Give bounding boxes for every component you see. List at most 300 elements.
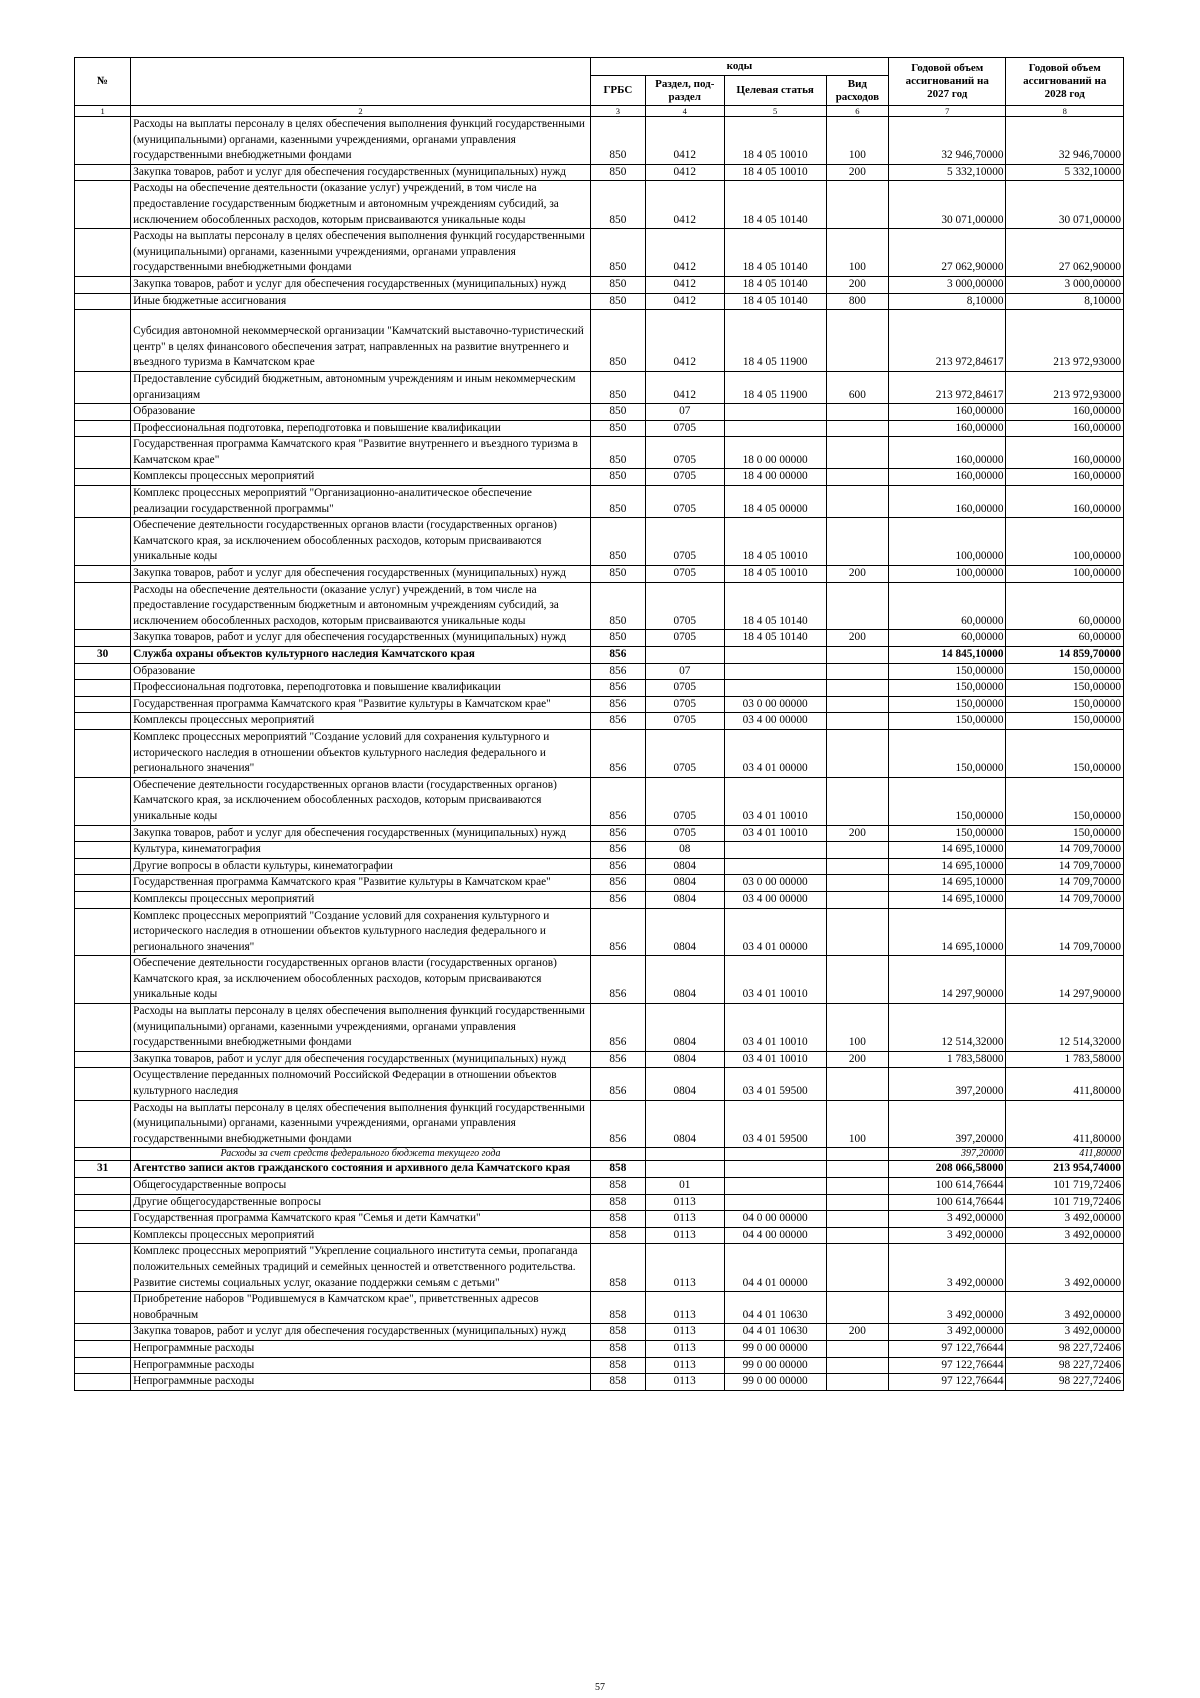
table-row [75,1194,1124,1211]
row-vol-2028: 150,00000 [1006,713,1124,730]
row-section: 0705 [645,518,724,566]
table-row [75,518,1124,566]
row-section: 0113 [645,1340,724,1357]
row-grbs: 856 [590,891,645,908]
row-vol-2027: 150,00000 [889,777,1006,825]
row-grbs [590,1148,645,1161]
row-section: 0705 [645,486,724,518]
row-vol-2027: 60,00000 [889,582,1006,630]
table-row [75,891,1124,908]
row-grbs: 850 [590,181,645,229]
row-vol-2027: 14 845,10000 [889,647,1006,664]
row-vol-2028: 14 709,70000 [1006,875,1124,892]
row-target: 04 4 01 10630 [724,1292,826,1324]
row-expense-type [826,1227,888,1244]
table-row [75,566,1124,583]
row-target: 18 4 00 00000 [724,469,826,486]
row-section: 0412 [645,293,724,310]
row-vol-2027: 150,00000 [889,696,1006,713]
row-section: 0705 [645,420,724,437]
row-vol-2028: 160,00000 [1006,486,1124,518]
row-section: 01 [645,1178,724,1195]
row-vol-2028: 27 062,90000 [1006,229,1124,277]
table-row [75,1051,1124,1068]
row-vol-2028: 60,00000 [1006,630,1124,647]
row-number [75,486,131,518]
table-row [75,117,1124,165]
row-expense-type [826,680,888,697]
row-vol-2027: 160,00000 [889,469,1006,486]
row-vol-2027: 150,00000 [889,713,1006,730]
row-target: 18 4 05 11900 [724,371,826,403]
column-number: 6 [826,106,888,117]
row-target: 03 4 01 10010 [724,777,826,825]
row-name: Расходы на обеспечение деятельности (оказание услуг) учреждений, в том числе на предоставление государственным бюджетным и автономным учреждениям субсидий, за исключением обособленных расходов, которым присваиваются уникальные коды [131,181,591,229]
row-vol-2027: 100,00000 [889,566,1006,583]
row-number [75,117,131,165]
row-number [75,1374,131,1391]
row-section: 0705 [645,437,724,469]
row-vol-2027: 60,00000 [889,630,1006,647]
row-target: 03 4 00 00000 [724,891,826,908]
row-target: 03 4 01 59500 [724,1100,826,1148]
row-expense-type [826,729,888,777]
header-target: Целевая статья [724,76,826,106]
header-grbs: ГРБС [590,76,645,106]
row-number [75,1324,131,1341]
table-row [75,1340,1124,1357]
row-vol-2027: 160,00000 [889,437,1006,469]
row-expense-type: 100 [826,117,888,165]
row-target: 18 4 05 10140 [724,229,826,277]
table-header [75,58,1124,117]
table-row [75,420,1124,437]
row-name: Приобретение наборов "Родившемуся в Камчатском крае", приветственных адресов новобрачным [131,1292,591,1324]
row-grbs: 850 [590,276,645,293]
row-target: 03 4 01 10010 [724,1051,826,1068]
row-section [645,1161,724,1178]
row-name: Субсидия автономной некоммерческой организации "Камчатский выставочно-туристический центр" в целях финансового обеспечения затрат, направленных на развитие внутреннего и въездного туризма в Камчатском крае [131,310,591,372]
row-number [75,1100,131,1148]
row-vol-2027: 150,00000 [889,663,1006,680]
row-name: Осуществление переданных полномочий Российской Федерации в отношении объектов культурного наследия [131,1068,591,1100]
table-row [75,1227,1124,1244]
row-section [645,1148,724,1161]
row-number [75,582,131,630]
row-expense-type: 200 [826,1051,888,1068]
row-grbs: 850 [590,518,645,566]
row-expense-type [826,1194,888,1211]
row-vol-2028: 213 972,93000 [1006,371,1124,403]
row-vol-2028: 1 783,58000 [1006,1051,1124,1068]
row-target: 99 0 00 00000 [724,1357,826,1374]
row-target: 03 0 00 00000 [724,875,826,892]
row-grbs: 858 [590,1211,645,1228]
table-row [75,229,1124,277]
row-name: Другие общегосударственные вопросы [131,1194,591,1211]
row-section: 0804 [645,1100,724,1148]
row-name: Иные бюджетные ассигнования [131,293,591,310]
row-vol-2028: 150,00000 [1006,825,1124,842]
table-row [75,713,1124,730]
row-vol-2028: 98 227,72406 [1006,1374,1124,1391]
row-vol-2028: 411,80000 [1006,1068,1124,1100]
table-row [75,486,1124,518]
row-number [75,1068,131,1100]
row-target: 18 4 05 10010 [724,164,826,181]
row-vol-2028: 32 946,70000 [1006,117,1124,165]
row-section: 0804 [645,1068,724,1100]
row-target [724,1161,826,1178]
row-target [724,858,826,875]
column-number: 4 [645,106,724,117]
row-section: 0113 [645,1292,724,1324]
row-name: Закупка товаров, работ и услуг для обеспечения государственных (муниципальных) нужд [131,164,591,181]
row-vol-2027: 213 972,84617 [889,371,1006,403]
row-section [645,647,724,664]
row-section: 0705 [645,469,724,486]
row-name: Расходы за счет средств федерального бюджета текущего года [131,1148,591,1161]
row-vol-2028: 213 954,74000 [1006,1161,1124,1178]
row-number [75,1211,131,1228]
table-row [75,956,1124,1004]
row-number [75,777,131,825]
row-target: 18 4 05 10140 [724,276,826,293]
row-name: Закупка товаров, работ и услуг для обеспечения государственных (муниципальных) нужд [131,276,591,293]
row-number [75,1340,131,1357]
table-row [75,293,1124,310]
table-row [75,1100,1124,1148]
row-target [724,842,826,859]
row-expense-type [826,404,888,421]
row-name: Обеспечение деятельности государственных органов власти (государственных органов) Камчатского края, за исключением обособленных расходов, которым присваиваются уникальные коды [131,956,591,1004]
row-number [75,404,131,421]
row-grbs: 856 [590,875,645,892]
row-grbs: 856 [590,729,645,777]
row-expense-type: 100 [826,1004,888,1052]
row-vol-2027: 100 614,76644 [889,1194,1006,1211]
row-section: 0412 [645,371,724,403]
row-name: Расходы на выплаты персоналу в целях обеспечения выполнения функций государственными (муниципальными) органами, казенными учреждениями, органами управления государственными внебюджетными фондами [131,117,591,165]
row-vol-2028: 12 514,32000 [1006,1004,1124,1052]
row-number [75,956,131,1004]
row-expense-type [826,486,888,518]
row-target: 03 4 01 10010 [724,956,826,1004]
row-grbs: 858 [590,1324,645,1341]
row-grbs: 850 [590,486,645,518]
row-name: Комплексы процессных мероприятий [131,713,591,730]
row-vol-2028: 98 227,72406 [1006,1340,1124,1357]
row-vol-2028: 411,80000 [1006,1148,1124,1161]
row-section: 0412 [645,181,724,229]
row-vol-2027: 100,00000 [889,518,1006,566]
row-target [724,647,826,664]
row-number [75,229,131,277]
row-name: Непрограммные расходы [131,1374,591,1391]
row-name: Расходы на выплаты персоналу в целях обеспечения выполнения функций государственными (муниципальными) органами, казенными учреждениями, органами управления государственными внебюджетными фондами [131,1100,591,1148]
row-number [75,293,131,310]
row-vol-2028: 411,80000 [1006,1100,1124,1148]
row-grbs: 858 [590,1194,645,1211]
row-expense-type: 100 [826,229,888,277]
row-expense-type [826,310,888,372]
row-name: Непрограммные расходы [131,1340,591,1357]
row-number [75,908,131,956]
column-number: 5 [724,106,826,117]
row-section: 0113 [645,1227,724,1244]
row-section: 0113 [645,1357,724,1374]
row-grbs: 850 [590,164,645,181]
row-name: Другие вопросы в области культуры, кинематографии [131,858,591,875]
row-section: 0113 [645,1324,724,1341]
row-vol-2028: 98 227,72406 [1006,1357,1124,1374]
table-body [75,117,1124,1391]
row-name: Государственная программа Камчатского края "Развитие культуры в Камчатском крае" [131,875,591,892]
row-expense-type [826,875,888,892]
row-expense-type [826,1244,888,1292]
row-vol-2028: 150,00000 [1006,663,1124,680]
row-vol-2028: 14 709,70000 [1006,842,1124,859]
row-vol-2027: 3 492,00000 [889,1211,1006,1228]
table-row [75,1004,1124,1052]
row-number [75,1194,131,1211]
row-grbs: 856 [590,1100,645,1148]
row-vol-2027: 100 614,76644 [889,1178,1006,1195]
row-vol-2027: 14 695,10000 [889,858,1006,875]
table-row [75,858,1124,875]
row-expense-type [826,420,888,437]
header-vol-2027 [889,58,1006,106]
row-section: 0113 [645,1194,724,1211]
table-row [75,663,1124,680]
row-vol-2028: 213 972,93000 [1006,310,1124,372]
row-vol-2028: 14 709,70000 [1006,858,1124,875]
row-name: Комплексы процессных мероприятий [131,469,591,486]
row-target: 03 0 00 00000 [724,696,826,713]
row-number [75,663,131,680]
row-grbs: 850 [590,117,645,165]
row-section: 0804 [645,875,724,892]
row-expense-type [826,469,888,486]
row-target: 03 4 01 10010 [724,825,826,842]
row-expense-type [826,663,888,680]
row-target: 04 4 01 00000 [724,1244,826,1292]
table-row [75,310,1124,372]
page-number: 57 [595,1682,605,1693]
header-codes: коды [590,58,888,76]
row-grbs: 858 [590,1357,645,1374]
row-name: Закупка товаров, работ и услуг для обеспечения государственных (муниципальных) нужд [131,566,591,583]
row-vol-2028: 14 859,70000 [1006,647,1124,664]
row-grbs: 858 [590,1374,645,1391]
row-name: Общегосударственные вопросы [131,1178,591,1195]
row-section: 0804 [645,858,724,875]
header-no: № [75,58,131,106]
row-vol-2028: 150,00000 [1006,729,1124,777]
row-vol-2028: 101 719,72406 [1006,1194,1124,1211]
row-vol-2028: 14 709,70000 [1006,891,1124,908]
row-grbs: 850 [590,371,645,403]
row-vol-2028: 3 492,00000 [1006,1227,1124,1244]
row-expense-type: 200 [826,825,888,842]
row-target: 03 4 01 59500 [724,1068,826,1100]
column-number: 7 [889,106,1006,117]
table-row [75,1374,1124,1391]
row-name: Государственная программа Камчатского края "Семья и дети Камчатки" [131,1211,591,1228]
row-grbs: 856 [590,1051,645,1068]
column-number: 1 [75,106,131,117]
row-number [75,713,131,730]
row-expense-type [826,1161,888,1178]
row-number [75,371,131,403]
row-expense-type [826,1178,888,1195]
row-vol-2027: 32 946,70000 [889,117,1006,165]
row-number [75,1357,131,1374]
row-vol-2028: 160,00000 [1006,469,1124,486]
budget-document [74,57,1124,1391]
row-expense-type [826,181,888,229]
row-grbs: 856 [590,825,645,842]
table-row [75,875,1124,892]
row-number [75,469,131,486]
table-row [75,825,1124,842]
row-name: Комплекс процессных мероприятий "Укрепление социального института семьи, пропаганда положительных семейных традиций и семейных ценностей и ответственного родительства. Развитие системы социальных услуг, оказание поддержки семьям с детьми" [131,1244,591,1292]
table-row [75,1292,1124,1324]
row-name: Комплекс процессных мероприятий "Создание условий для сохранения культурного и исторического наследия в отношении объектов культурного наследия федерального и регионального значения" [131,729,591,777]
row-expense-type [826,858,888,875]
row-number [75,518,131,566]
row-grbs: 856 [590,1004,645,1052]
row-name: Обеспечение деятельности государственных органов власти (государственных органов) Камчатского края, за исключением обособленных расходов, которым присваиваются уникальные коды [131,518,591,566]
row-vol-2028: 60,00000 [1006,582,1124,630]
header-section [645,76,724,106]
row-grbs: 858 [590,1161,645,1178]
row-section: 0412 [645,229,724,277]
row-target [724,680,826,697]
row-grbs: 858 [590,1227,645,1244]
table-row [75,469,1124,486]
table-row [75,1148,1124,1161]
row-vol-2028: 30 071,00000 [1006,181,1124,229]
column-number-row [75,106,1124,117]
row-vol-2027: 397,20000 [889,1148,1006,1161]
row-section: 0113 [645,1244,724,1292]
row-expense-type [826,1357,888,1374]
row-expense-type [826,1148,888,1161]
row-vol-2027: 97 122,76644 [889,1374,1006,1391]
table-row [75,181,1124,229]
row-section: 0412 [645,276,724,293]
row-vol-2027: 208 066,58000 [889,1161,1006,1178]
row-number [75,310,131,372]
row-section: 0705 [645,630,724,647]
row-number [75,181,131,229]
row-name: Образование [131,663,591,680]
row-expense-type [826,696,888,713]
table-row [75,1357,1124,1374]
row-expense-type [826,713,888,730]
table-row [75,647,1124,664]
row-name: Непрограммные расходы [131,1357,591,1374]
row-name: Государственная программа Камчатского края "Развитие культуры в Камчатском крае" [131,696,591,713]
table-row [75,729,1124,777]
row-expense-type [826,1374,888,1391]
row-target: 04 4 00 00000 [724,1227,826,1244]
row-vol-2027: 5 332,10000 [889,164,1006,181]
row-target [724,420,826,437]
row-grbs: 850 [590,582,645,630]
row-target: 04 4 01 10630 [724,1324,826,1341]
row-vol-2027: 213 972,84617 [889,310,1006,372]
table-row [75,842,1124,859]
row-section: 0412 [645,117,724,165]
row-vol-2027: 14 695,10000 [889,908,1006,956]
row-vol-2028: 100,00000 [1006,518,1124,566]
row-expense-type [826,647,888,664]
row-vol-2027: 14 695,10000 [889,875,1006,892]
row-target: 18 4 05 10140 [724,630,826,647]
row-expense-type [826,956,888,1004]
row-number [75,729,131,777]
row-number [75,858,131,875]
row-name: Расходы на выплаты персоналу в целях обеспечения выполнения функций государственными (муниципальными) органами, казенными учреждениями, органами управления государственными внебюджетными фондами [131,1004,591,1052]
row-vol-2027: 14 695,10000 [889,891,1006,908]
row-section: 0705 [645,680,724,697]
row-vol-2028: 14 297,90000 [1006,956,1124,1004]
row-expense-type: 200 [826,164,888,181]
row-number [75,437,131,469]
row-grbs: 850 [590,420,645,437]
table-row [75,1178,1124,1195]
row-grbs: 856 [590,777,645,825]
row-section: 0705 [645,777,724,825]
row-section: 0705 [645,582,724,630]
row-section: 0113 [645,1374,724,1391]
row-number: 31 [75,1161,131,1178]
row-number [75,630,131,647]
row-number [75,1148,131,1161]
row-grbs: 856 [590,956,645,1004]
row-grbs: 850 [590,469,645,486]
row-target [724,1178,826,1195]
row-vol-2027: 1 783,58000 [889,1051,1006,1068]
row-target: 18 4 05 11900 [724,310,826,372]
row-grbs: 858 [590,1178,645,1195]
row-grbs: 856 [590,696,645,713]
row-target [724,1194,826,1211]
row-vol-2027: 150,00000 [889,680,1006,697]
row-name: Комплексы процессных мероприятий [131,1227,591,1244]
row-target: 18 4 05 10010 [724,566,826,583]
row-target [724,663,826,680]
row-section: 0705 [645,713,724,730]
row-number [75,891,131,908]
row-target: 03 4 00 00000 [724,713,826,730]
row-number [75,1051,131,1068]
row-vol-2028: 160,00000 [1006,420,1124,437]
row-number [75,420,131,437]
row-expense-type [826,908,888,956]
row-name: Комплекс процессных мероприятий "Организационно-аналитическое обеспечение реализации государственной программы" [131,486,591,518]
row-section: 0804 [645,956,724,1004]
row-expense-type [826,842,888,859]
row-name: Закупка товаров, работ и услуг для обеспечения государственных (муниципальных) нужд [131,1051,591,1068]
header-vol-2028 [1006,58,1124,106]
row-vol-2027: 160,00000 [889,420,1006,437]
header-section-label: Раздел, под- раздел [655,77,715,103]
row-grbs: 858 [590,1340,645,1357]
row-target: 99 0 00 00000 [724,1374,826,1391]
